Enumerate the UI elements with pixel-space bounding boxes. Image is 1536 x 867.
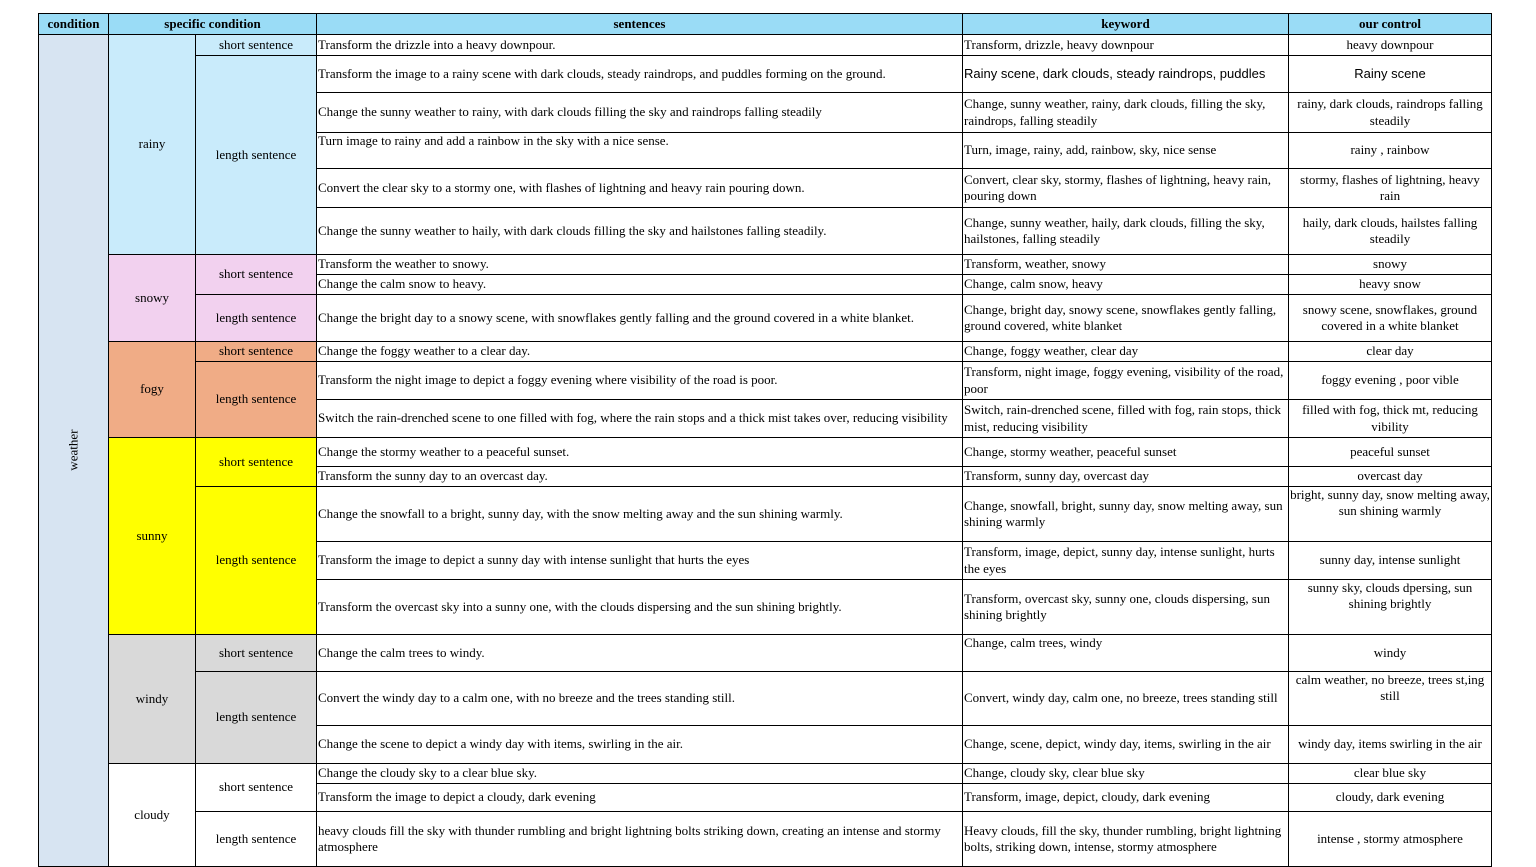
subcondition-short: short sentence — [196, 35, 317, 56]
keyword-cell: Change, scene, depict, windy day, items, swirling in the air — [963, 726, 1289, 764]
control-cell: Rainy scene — [1289, 56, 1492, 93]
prompt-table — [38, 13, 1492, 867]
header-row — [39, 14, 1492, 35]
category-fogy: fogy — [109, 342, 196, 438]
subcondition-length: length sentence — [196, 812, 317, 867]
table-row — [39, 672, 1492, 726]
control-cell: intense , stormy atmosphere — [1289, 812, 1492, 867]
control-cell: heavy snow — [1289, 275, 1492, 295]
keyword-cell: Convert, windy day, calm one, no breeze, trees standing still — [963, 672, 1289, 726]
sentence-cell: Change the calm snow to heavy. — [317, 275, 963, 295]
subcondition-short: short sentence — [196, 255, 317, 295]
control-cell: snowy scene, snowflakes, ground covered in a white blanket — [1289, 295, 1492, 342]
sentence-cell: Change the cloudy sky to a clear blue sky. — [317, 764, 963, 784]
keyword-cell: Change, foggy weather, clear day — [963, 342, 1289, 362]
table-row — [39, 255, 1492, 275]
sentence-cell: Transform the overcast sky into a sunny one, with the clouds dispersing and the sun shining brightly. — [317, 580, 963, 635]
control-cell: overcast day — [1289, 467, 1492, 487]
table-row — [39, 342, 1492, 362]
keyword-cell: Transform, image, depict, sunny day, intense sunlight, hurts the eyes — [963, 542, 1289, 580]
table-row — [39, 295, 1492, 342]
control-cell: bright, sunny day, snow melting away, sun shining warmly — [1289, 487, 1492, 542]
sentence-cell: Convert the windy day to a calm one, with no breeze and the trees standing still. — [317, 672, 963, 726]
sentence-cell: Change the bright day to a snowy scene, with snowflakes gently falling and the ground covered in a white blanket. — [317, 295, 963, 342]
table-row — [39, 35, 1492, 56]
keyword-cell: Change, calm snow, heavy — [963, 275, 1289, 295]
sentence-cell: Change the snowfall to a bright, sunny day, with the snow melting away and the sun shining warmly. — [317, 487, 963, 542]
subcondition-length: length sentence — [196, 362, 317, 438]
keyword-cell: Rainy scene, dark clouds, steady raindrops, puddles — [963, 56, 1289, 93]
keyword-cell: Change, sunny weather, rainy, dark clouds, filling the sky, raindrops, falling steadily — [963, 93, 1289, 133]
control-cell: heavy downpour — [1289, 35, 1492, 56]
keyword-cell: Change, stormy weather, peaceful sunset — [963, 438, 1289, 467]
sentence-cell: Convert the clear sky to a stormy one, with flashes of lightning and heavy rain pouring down. — [317, 169, 963, 208]
sentence-cell: Change the foggy weather to a clear day. — [317, 342, 963, 362]
keyword-cell: Transform, night image, foggy evening, visibility of the road, poor — [963, 362, 1289, 400]
sentence-cell: Transform the sunny day to an overcast day. — [317, 467, 963, 487]
keyword-cell: Change, bright day, snowy scene, snowflakes gently falling, ground covered, white blanket — [963, 295, 1289, 342]
sentence-cell: Transform the image to depict a sunny day with intense sunlight that hurts the eyes — [317, 542, 963, 580]
keyword-cell: Convert, clear sky, stormy, flashes of lightning, heavy rain, pouring down — [963, 169, 1289, 208]
keyword-cell: Change, snowfall, bright, sunny day, snow melting away, sun shining warmly — [963, 487, 1289, 542]
control-cell: haily, dark clouds, hailstes falling steadily — [1289, 208, 1492, 255]
control-cell: calm weather, no breeze, trees st,ing still — [1289, 672, 1492, 726]
keyword-cell: Transform, weather, snowy — [963, 255, 1289, 275]
subcondition-short: short sentence — [196, 764, 317, 812]
sentence-cell: Change the scene to depict a windy day with items, swirling in the air. — [317, 726, 963, 764]
condition-weather: weather — [39, 35, 109, 867]
sentence-cell: Change the sunny weather to haily, with dark clouds filling the sky and hailstones falling steadily. — [317, 208, 963, 255]
keyword-cell: Transform, sunny day, overcast day — [963, 467, 1289, 487]
sentence-cell: Change the sunny weather to rainy, with dark clouds filling the sky and raindrops falling steadily — [317, 93, 963, 133]
control-cell: stormy, flashes of lightning, heavy rain — [1289, 169, 1492, 208]
table-row — [39, 635, 1492, 672]
sentence-cell: Transform the image to depict a cloudy, dark evening — [317, 784, 963, 812]
control-cell: clear blue sky — [1289, 764, 1492, 784]
control-cell: rainy, dark clouds, raindrops falling steadily — [1289, 93, 1492, 133]
sentence-cell: Transform the image to a rainy scene with dark clouds, steady raindrops, and puddles forming on the ground. — [317, 56, 963, 93]
table-row — [39, 487, 1492, 542]
sentence-cell: Turn image to rainy and add a rainbow in the sky with a nice sense. — [317, 133, 963, 169]
keyword-cell: Transform, drizzle, heavy downpour — [963, 35, 1289, 56]
category-rainy: rainy — [109, 35, 196, 255]
table-row — [39, 764, 1492, 784]
control-cell: peaceful sunset — [1289, 438, 1492, 467]
control-cell: rainy , rainbow — [1289, 133, 1492, 169]
table-row — [39, 812, 1492, 867]
keyword-cell: Switch, rain-drenched scene, filled with fog, rain stops, thick mist, reducing visibility — [963, 400, 1289, 438]
category-snowy: snowy — [109, 255, 196, 342]
keyword-cell: Change, cloudy sky, clear blue sky — [963, 764, 1289, 784]
header-our-control: our control — [1289, 14, 1492, 35]
header-sentences: sentences — [317, 14, 963, 35]
keyword-cell: Change, calm trees, windy — [963, 635, 1289, 672]
sentence-cell: Change the stormy weather to a peaceful sunset. — [317, 438, 963, 467]
control-cell: clear day — [1289, 342, 1492, 362]
table-row — [39, 56, 1492, 93]
control-cell: sunny day, intense sunlight — [1289, 542, 1492, 580]
category-sunny: sunny — [109, 438, 196, 635]
keyword-cell: Turn, image, rainy, add, rainbow, sky, nice sense — [963, 133, 1289, 169]
keyword-cell: Heavy clouds, fill the sky, thunder rumbling, bright lightning bolts, striking down, intense, stormy atmosphere — [963, 812, 1289, 867]
sentence-cell: Change the calm trees to windy. — [317, 635, 963, 672]
category-cloudy: cloudy — [109, 764, 196, 867]
subcondition-short: short sentence — [196, 635, 317, 672]
header-keyword: keyword — [963, 14, 1289, 35]
control-cell: windy day, items swirling in the air — [1289, 726, 1492, 764]
sentence-cell: Switch the rain-drenched scene to one filled with fog, where the rain stops and a thick mist takes over, reducing visibility — [317, 400, 963, 438]
subcondition-length: length sentence — [196, 295, 317, 342]
keyword-cell: Transform, overcast sky, sunny one, clouds dispersing, sun shining brightly — [963, 580, 1289, 635]
control-cell: snowy — [1289, 255, 1492, 275]
control-cell: cloudy, dark evening — [1289, 784, 1492, 812]
sentence-cell: Transform the night image to depict a foggy evening where visibility of the road is poor. — [317, 362, 963, 400]
sentence-cell: heavy clouds fill the sky with thunder rumbling and bright lightning bolts striking down, creating an intense and stormy atmosphere — [317, 812, 963, 867]
control-cell: foggy evening , poor vible — [1289, 362, 1492, 400]
subcondition-short: short sentence — [196, 342, 317, 362]
keyword-cell: Transform, image, depict, cloudy, dark evening — [963, 784, 1289, 812]
keyword-cell: Change, sunny weather, haily, dark clouds, filling the sky, hailstones, falling steadily — [963, 208, 1289, 255]
subcondition-length: length sentence — [196, 672, 317, 764]
header-condition: condition — [39, 14, 109, 35]
table-row — [39, 362, 1492, 400]
category-windy: windy — [109, 635, 196, 764]
control-cell: sunny sky, clouds dpersing, sun shining brightly — [1289, 580, 1492, 635]
sentence-cell: Transform the drizzle into a heavy downpour. — [317, 35, 963, 56]
control-cell: windy — [1289, 635, 1492, 672]
sentence-cell: Transform the weather to snowy. — [317, 255, 963, 275]
header-specific-condition: specific condition — [109, 14, 317, 35]
control-cell: filled with fog, thick mt, reducing vibility — [1289, 400, 1492, 438]
subcondition-length: length sentence — [196, 56, 317, 255]
table-row — [39, 438, 1492, 467]
subcondition-length: length sentence — [196, 487, 317, 635]
subcondition-short: short sentence — [196, 438, 317, 487]
